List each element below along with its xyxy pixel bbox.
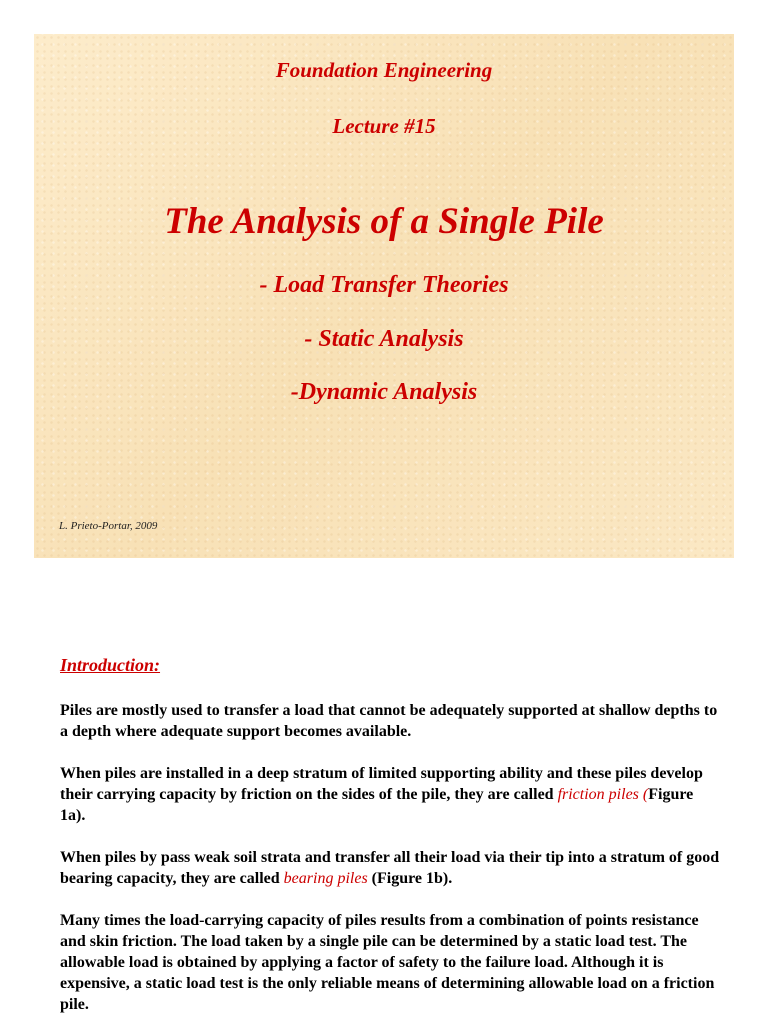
paragraph-load-capacity: Many times the load-carrying capacity of piles results from a combination of points resistance and skin friction. The load taken by a single pile can be determined by a static load test. The allowable load is obtained by applying a factor of safety to the failure load. Although it is expensive, a static load test is the only reliable means of determining allowable load on a friction pile. [60,912,715,1013]
subtitle-dynamic: -Dynamic Analysis [290,379,478,405]
p3-figure-ref: (Figure 1b). [367,870,453,887]
paragraph-friction-piles [60,763,720,826]
paragraph-purpose: Piles are mostly used to transfer a load that cannot be adequately supported at shallow depths to a depth where adequate support becomes available. [60,702,718,740]
subtitle-load-transfer: - Load Transfer Theories [259,272,509,298]
p2-figure-ref: Figure 1a). [60,786,694,824]
course-title: Foundation Engineering [275,58,493,82]
subtitle-static: - Static Analysis [304,326,464,352]
p2-text: When piles are installed in a deep stratum of limited supporting ability and these piles develop their carrying capacity by friction on the sides of the pile, they are called [60,765,703,803]
lecture-number: Lecture #15 [332,114,436,138]
author-credit: L. Prieto-Portar, 2009 [59,520,158,532]
term-bearing-piles: bearing piles [283,870,368,887]
introduction-heading: Introduction: [60,655,161,675]
term-friction-piles: friction piles ( [557,786,649,803]
paragraph-bearing-piles [60,847,720,889]
slide-title: The Analysis of a Single Pile [164,201,604,242]
p3-text: When piles by pass weak soil strata and transfer all their load via their tip into a stratum of good bearing capacity, they are called [60,849,720,887]
title-slide [34,34,734,558]
